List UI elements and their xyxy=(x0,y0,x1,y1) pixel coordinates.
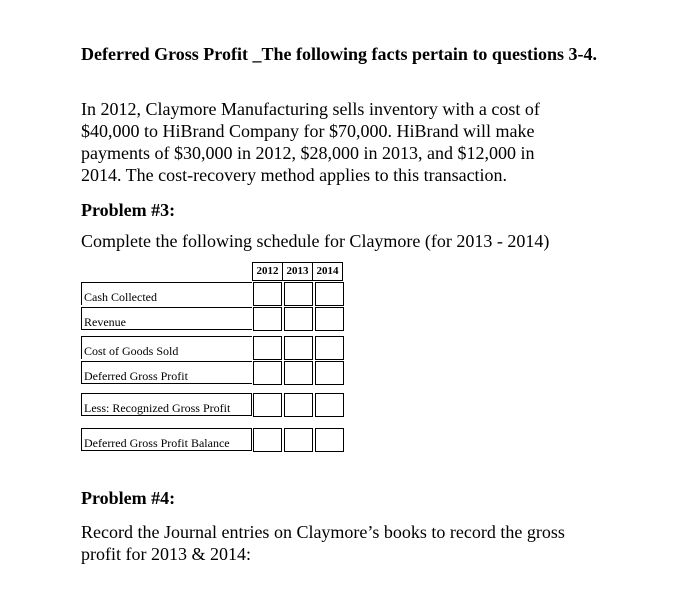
cell-2014[interactable] xyxy=(315,282,344,306)
cell-2012[interactable] xyxy=(253,393,282,417)
facts-line: 2014. The cost-recovery method applies to this transaction. xyxy=(81,165,508,185)
row-label: Cash Collected xyxy=(81,282,252,305)
instruction-line: Record the Journal entries on Claymore’s books to record the gross xyxy=(81,522,565,542)
cell-2014[interactable] xyxy=(315,336,344,360)
cell-2013[interactable] xyxy=(284,336,313,360)
row-label: Revenue xyxy=(81,307,252,330)
problem-4-instruction xyxy=(81,521,641,565)
cell-2014[interactable] xyxy=(315,428,344,452)
cell-2012[interactable] xyxy=(253,361,282,385)
facts-paragraph xyxy=(81,98,641,186)
row-label: Cost of Goods Sold xyxy=(81,336,252,359)
year-2012-header: 2012 xyxy=(256,265,279,277)
cell-2014[interactable] xyxy=(315,393,344,417)
year-2013-header: 2013 xyxy=(282,263,312,280)
instruction-line: profit for 2013 & 2014: xyxy=(81,544,251,564)
year-2014-header: 2014 xyxy=(312,263,342,280)
row-label: Less: Recognized Gross Profit xyxy=(81,393,252,416)
cell-2012[interactable] xyxy=(253,336,282,360)
problem-4-title: Problem #4: xyxy=(81,488,176,508)
cell-2014[interactable] xyxy=(315,361,344,385)
cell-2013[interactable] xyxy=(284,361,313,385)
cell-2012[interactable] xyxy=(253,307,282,331)
row-label: Deferred Gross Profit Balance xyxy=(81,428,252,451)
facts-line: payments of $30,000 in 2012, $28,000 in 2013, and $12,000 in xyxy=(81,143,535,163)
cell-2013[interactable] xyxy=(284,307,313,331)
problem-3-instruction: Complete the following schedule for Claymore (for 2013 - 2014) xyxy=(81,231,550,251)
row-label: Deferred Gross Profit xyxy=(81,361,252,384)
cell-2013[interactable] xyxy=(284,393,313,417)
cell-2012[interactable] xyxy=(253,282,282,306)
problem-3-title: Problem #3: xyxy=(81,200,176,220)
facts-line: In 2012, Claymore Manufacturing sells inventory with a cost of xyxy=(81,99,540,119)
cell-2014[interactable] xyxy=(315,307,344,331)
facts-line: $40,000 to HiBrand Company for $70,000. HiBrand will make xyxy=(81,121,535,141)
cell-2013[interactable] xyxy=(284,428,313,452)
year-header xyxy=(252,262,343,281)
section-heading: Deferred Gross Profit _The following facts pertain to questions 3-4. xyxy=(81,44,597,64)
cell-2012[interactable] xyxy=(253,428,282,452)
cell-2013[interactable] xyxy=(284,282,313,306)
